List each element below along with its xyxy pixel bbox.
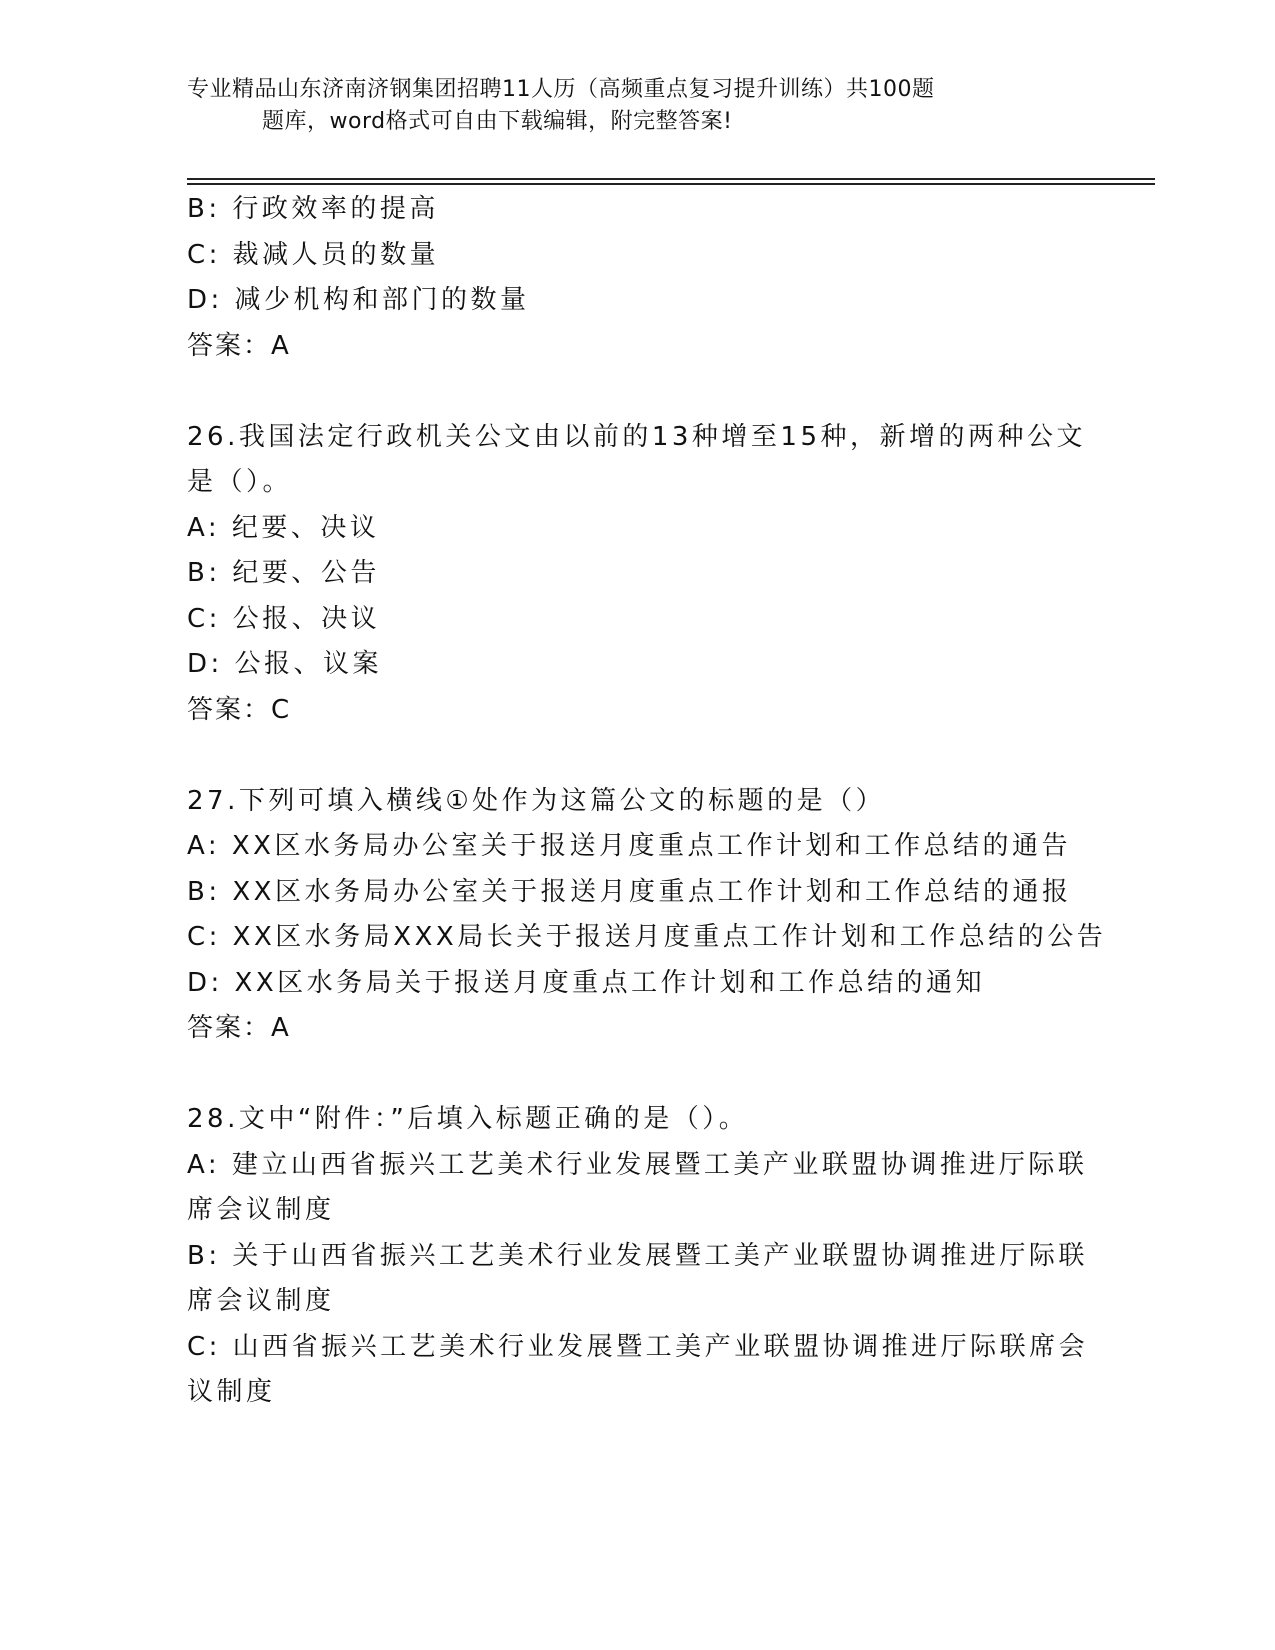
question-27 (187, 779, 1107, 1052)
option-c-continued: 议制度 (187, 1377, 276, 1407)
option-c: C: 山西省振兴工艺美术行业发展暨工美产业联盟协调推进厅际联席会 (187, 1331, 1089, 1362)
question-28 (187, 1097, 1087, 1416)
option-b: B: XX区水务局办公室关于报送月度重点工作计划和工作总结的通报 (187, 876, 1072, 907)
question-stem: 27.下列可填入横线①处作为这篇公文的标题的是（） (187, 785, 886, 816)
option-b-continued: 席会议制度 (187, 1286, 335, 1316)
header-divider-top (187, 178, 1155, 180)
spacer (187, 733, 1087, 779)
question-stem: 28.文中“附件：”后填入标题正确的是（）。 (187, 1104, 749, 1134)
option-d: D: XX区水务局关于报送月度重点工作计划和工作总结的通知 (187, 967, 986, 998)
option-c: C: XX区水务局XXX局长关于报送月度重点工作计划和工作总结的公告 (187, 922, 1107, 952)
answer-line: 答案：A (187, 1013, 291, 1043)
question-26 (187, 415, 1087, 734)
question-stem-continued: 是（）。 (187, 467, 293, 497)
option-a: A: XX区水务局办公室关于报送月度重点工作计划和工作总结的通告 (187, 831, 1071, 861)
option-c: C: 裁减人员的数量 (187, 239, 440, 270)
option-d: D: 公报、议案 (187, 649, 383, 679)
spacer (187, 369, 1087, 415)
answer-line: 答案：A (187, 330, 291, 361)
option-a-continued: 席会议制度 (187, 1195, 335, 1225)
option-a: A: 纪要、决议 (187, 512, 380, 543)
question-stem: 26.我国法定行政机关公文由以前的13种增至15种，新增的两种公文 (187, 421, 1087, 452)
spacer (187, 1052, 1087, 1098)
header-title-line-1: 专业精品山东济南济钢集团招聘11人历（高频重点复习提升训练）共100题 (187, 77, 935, 102)
header-divider-bottom (187, 183, 1155, 185)
document-header (187, 74, 1087, 138)
option-b: B: 纪要、公告 (187, 558, 380, 588)
option-b: B: 行政效率的提高 (187, 194, 439, 224)
option-c: C: 公报、决议 (187, 603, 381, 634)
option-a: A: 建立山西省振兴工艺美术行业发展暨工美产业联盟协调推进厅际联 (187, 1149, 1088, 1180)
option-b: B: 关于山西省振兴工艺美术行业发展暨工美产业联盟协调推进厅际联 (187, 1240, 1088, 1271)
question-content (187, 187, 1107, 1416)
answer-line: 答案：C (187, 694, 292, 725)
prev-question-block (187, 187, 1087, 369)
header-title-line-2: 题库，word格式可自由下载编辑，附完整答案! (262, 109, 733, 134)
option-d: D: 减少机构和部门的数量 (187, 285, 530, 315)
